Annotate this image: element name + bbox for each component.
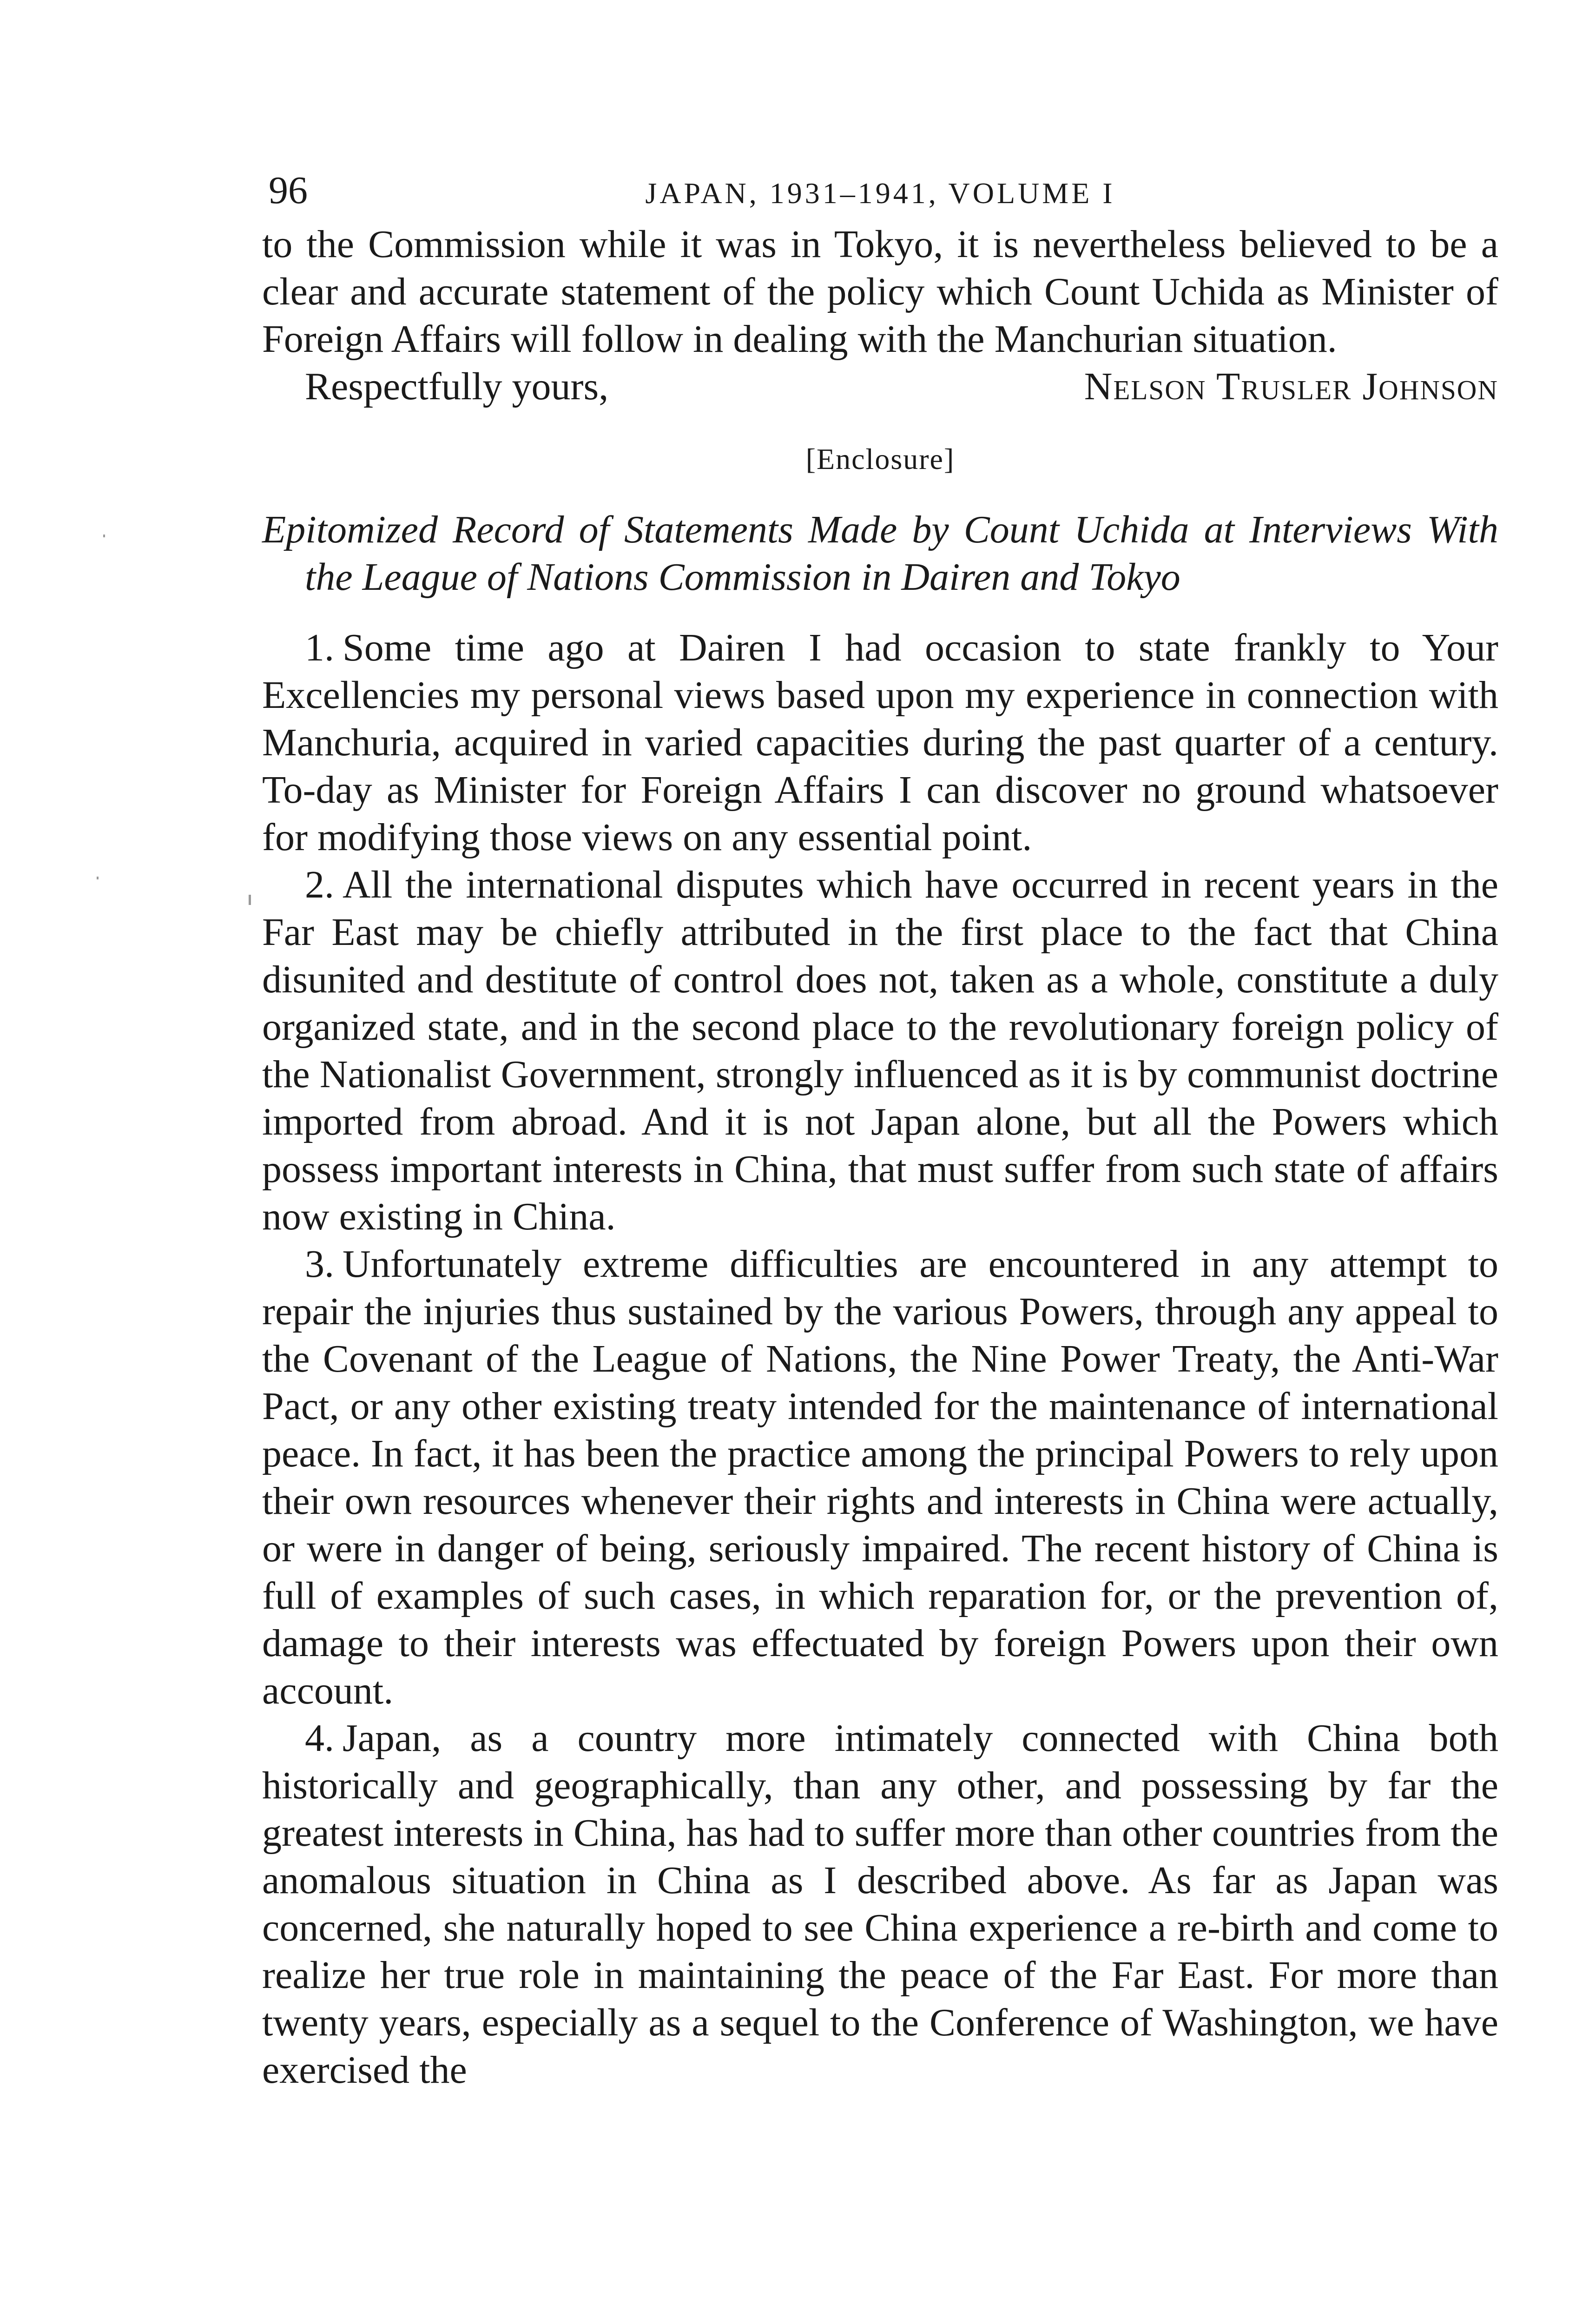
closing-salutation: Respectfully yours, xyxy=(305,365,609,408)
numbered-paragraph-2 xyxy=(262,861,1498,1241)
page-number: 96 xyxy=(269,169,308,212)
running-title: JAPAN, 1931–1941, VOLUME I xyxy=(645,177,1115,210)
margin-mark-2 xyxy=(97,877,99,879)
document-page xyxy=(262,165,1498,2094)
continuation-paragraph: to the Commission while it was in Tokyo, it is nevertheless believed to be a clear and accurate statement of the policy which Count Uchida as Minister of Foreign Affairs will follow in dealing with the Manchurian situation. xyxy=(262,223,1498,361)
paragraph-text: Some time ago at Dairen I had occasion to state frankly to Your Excellencies my personal views based upon my experience in connection with Manchuria, acquired in varied capacities during the past quarter of a century. To-day as Minister for Foreign Affairs I can discover no ground whatsoever for modifying those views on any essential point. xyxy=(262,626,1498,859)
signature: Nelson Trusler Johnson xyxy=(1084,365,1498,408)
margin-mark-3 xyxy=(249,895,251,905)
paragraph-number: 1. xyxy=(305,626,334,669)
paragraph-text: Japan, as a country more intimately connected with China both historically and geographically, than any other, and possessing by far the greatest interests in China, has had to suffer more than other countries from the anomalous situation in China as I described above. As far as Japan was concerned, she naturally hoped to see China experience a re-birth and come to realize her true role in maintaining the peace of the Far East. For more than twenty years, especially as a sequel to the Conference of Washington, we have exercised the xyxy=(262,1717,1498,2092)
paragraph-number: 3. xyxy=(305,1242,334,1286)
running-head xyxy=(262,165,1498,221)
paragraph-text: All the international disputes which have occurred in recent years in the Far East may be chiefly attributed in the first place to the fact that China disunited and destitute of control does not, taken as a whole, constitute a duly organized state, and in the second place to the revolutionary foreign policy of the Nationalist Government, strongly influenced as it is by communist doctrine imported from abroad. And it is not Japan alone, but all the Powers which possess important interests in China, that must suffer from such state of affairs now existing in China. xyxy=(262,863,1498,1238)
enclosure-label: [Enclosure] xyxy=(805,442,955,475)
numbered-paragraph-1 xyxy=(262,624,1498,861)
numbered-paragraph-4 xyxy=(262,1715,1498,2094)
paragraph-number: 4. xyxy=(305,1717,334,1760)
paragraph-text: Unfortunately extreme difficulties are encountered in any attempt to repair the injuries thus sustained by the various Powers, through any appeal to the Covenant of the League of Nations, the Nine Power Treaty, the Anti-War Pact, or any other existing treaty intended for the maintenance of international peace. In fact, it has been the practice among the principal Powers to rely upon their own resources whenever their rights and interests in China were actually, or were in danger of being, seriously impaired. The recent history of China is full of examples of such cases, in which reparation for, or the prevention of, damage to their interests was effectuated by foreign Powers upon their own account. xyxy=(262,1242,1498,1712)
numbered-paragraph-3 xyxy=(262,1241,1498,1715)
letter-signoff xyxy=(262,363,1498,414)
margin-mark-1 xyxy=(103,535,105,537)
paragraph-number: 2. xyxy=(305,863,334,906)
enclosure-title: Epitomized Record of Statements Made by Count Uchida at Interviews With the League of Nations Commission in Dairen and Tokyo xyxy=(262,508,1498,599)
